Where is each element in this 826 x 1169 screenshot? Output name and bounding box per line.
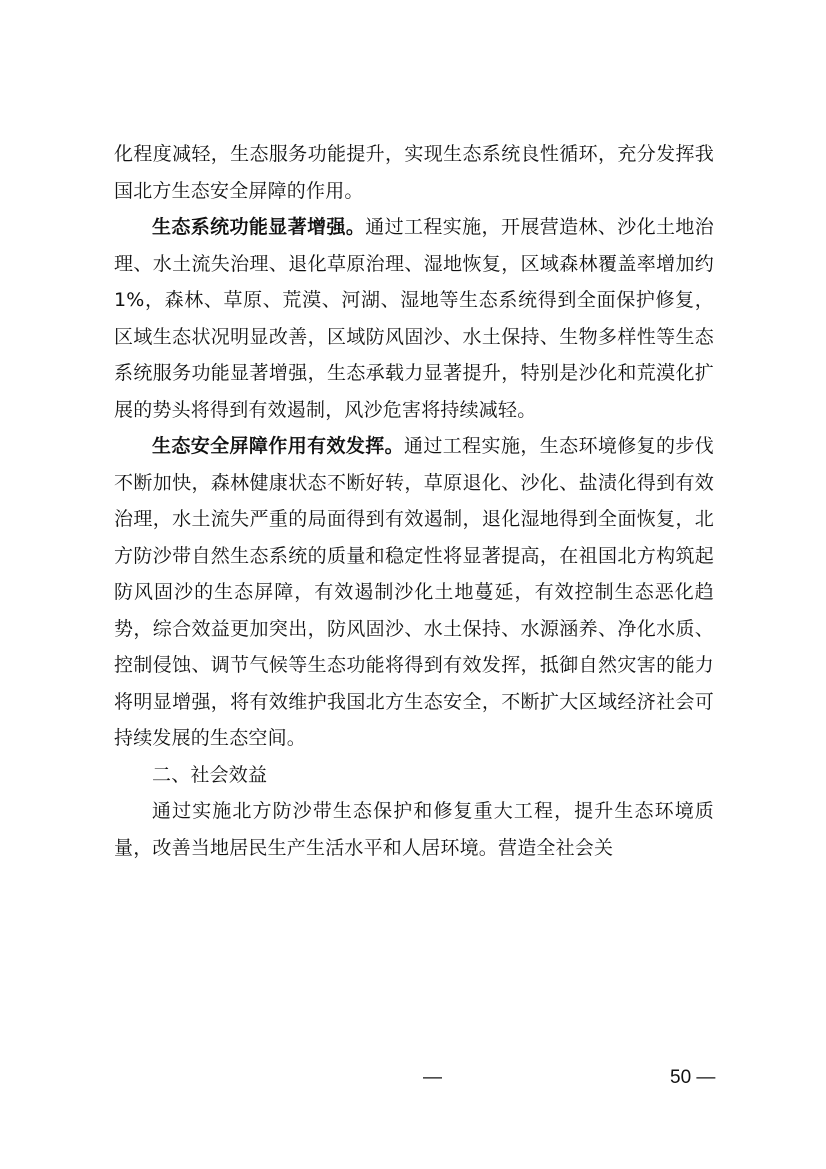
paragraph-1-text: 化程度减轻，生态服务功能提升，实现生态系统良性循环，充分发挥我国北方生态安全屏障的作用。: [114, 143, 714, 202]
document-body: [114, 136, 714, 866]
paragraph-3: [114, 428, 714, 757]
paragraph-3-heading: 生态安全屏障作用有效发挥。: [152, 435, 405, 457]
section-heading-text: 二、社会效益: [152, 763, 268, 786]
paragraph-2: [114, 209, 714, 428]
section-heading: [114, 757, 714, 794]
page-number: 50 —: [670, 1067, 716, 1088]
paragraph-2-text: 通过工程实施，开展营造林、沙化土地治理、水土流失治理、退化草原治理、湿地恢复，区域森林覆盖率增加约 1%，森林、草原、荒漠、河湖、湿地等生态系统得到全面保护修复，区域生态状况明显改善，区域防风固沙、水土保持、生物多样性等生态系统服务功能显著增强，生态承载力显著提升，特别是沙化和荒漠化扩展的势头将得到有效遏制，风沙危害将持续减轻。: [114, 216, 715, 421]
paragraph-1: [114, 136, 714, 209]
paragraph-4: [114, 793, 714, 866]
paragraph-4-text: 通过实施北方防沙带生态保护和修复重大工程，提升生态环境质量，改善当地居民生产生活水平和人居环境。营造全社会关: [114, 800, 714, 859]
paragraph-3-text: 通过工程实施，生态环境修复的步伐不断加快，森林健康状态不断好转，草原退化、沙化、盐渍化得到有效治理，水土流失严重的局面得到有效遏制，退化湿地得到全面恢复，北方防沙带自然生态系统的质量和稳定性将显著提高，在祖国北方构筑起防风固沙的生态屏障，有效遏制沙化土地蔓延，有效控制生态恶化趋势，综合效益更加突出，防风固沙、水土保持、水源涵养、净化水质、控制侵蚀、调节气候等生态功能将得到有效发挥，抵御自然灾害的能力将明显增强，将有效维护我国北方生态安全，不断扩大区域经济社会可持续发展的生态空间。: [114, 435, 714, 749]
paragraph-2-heading: 生态系统功能显著增强。: [152, 216, 366, 238]
footer-dash: —: [423, 1067, 442, 1088]
